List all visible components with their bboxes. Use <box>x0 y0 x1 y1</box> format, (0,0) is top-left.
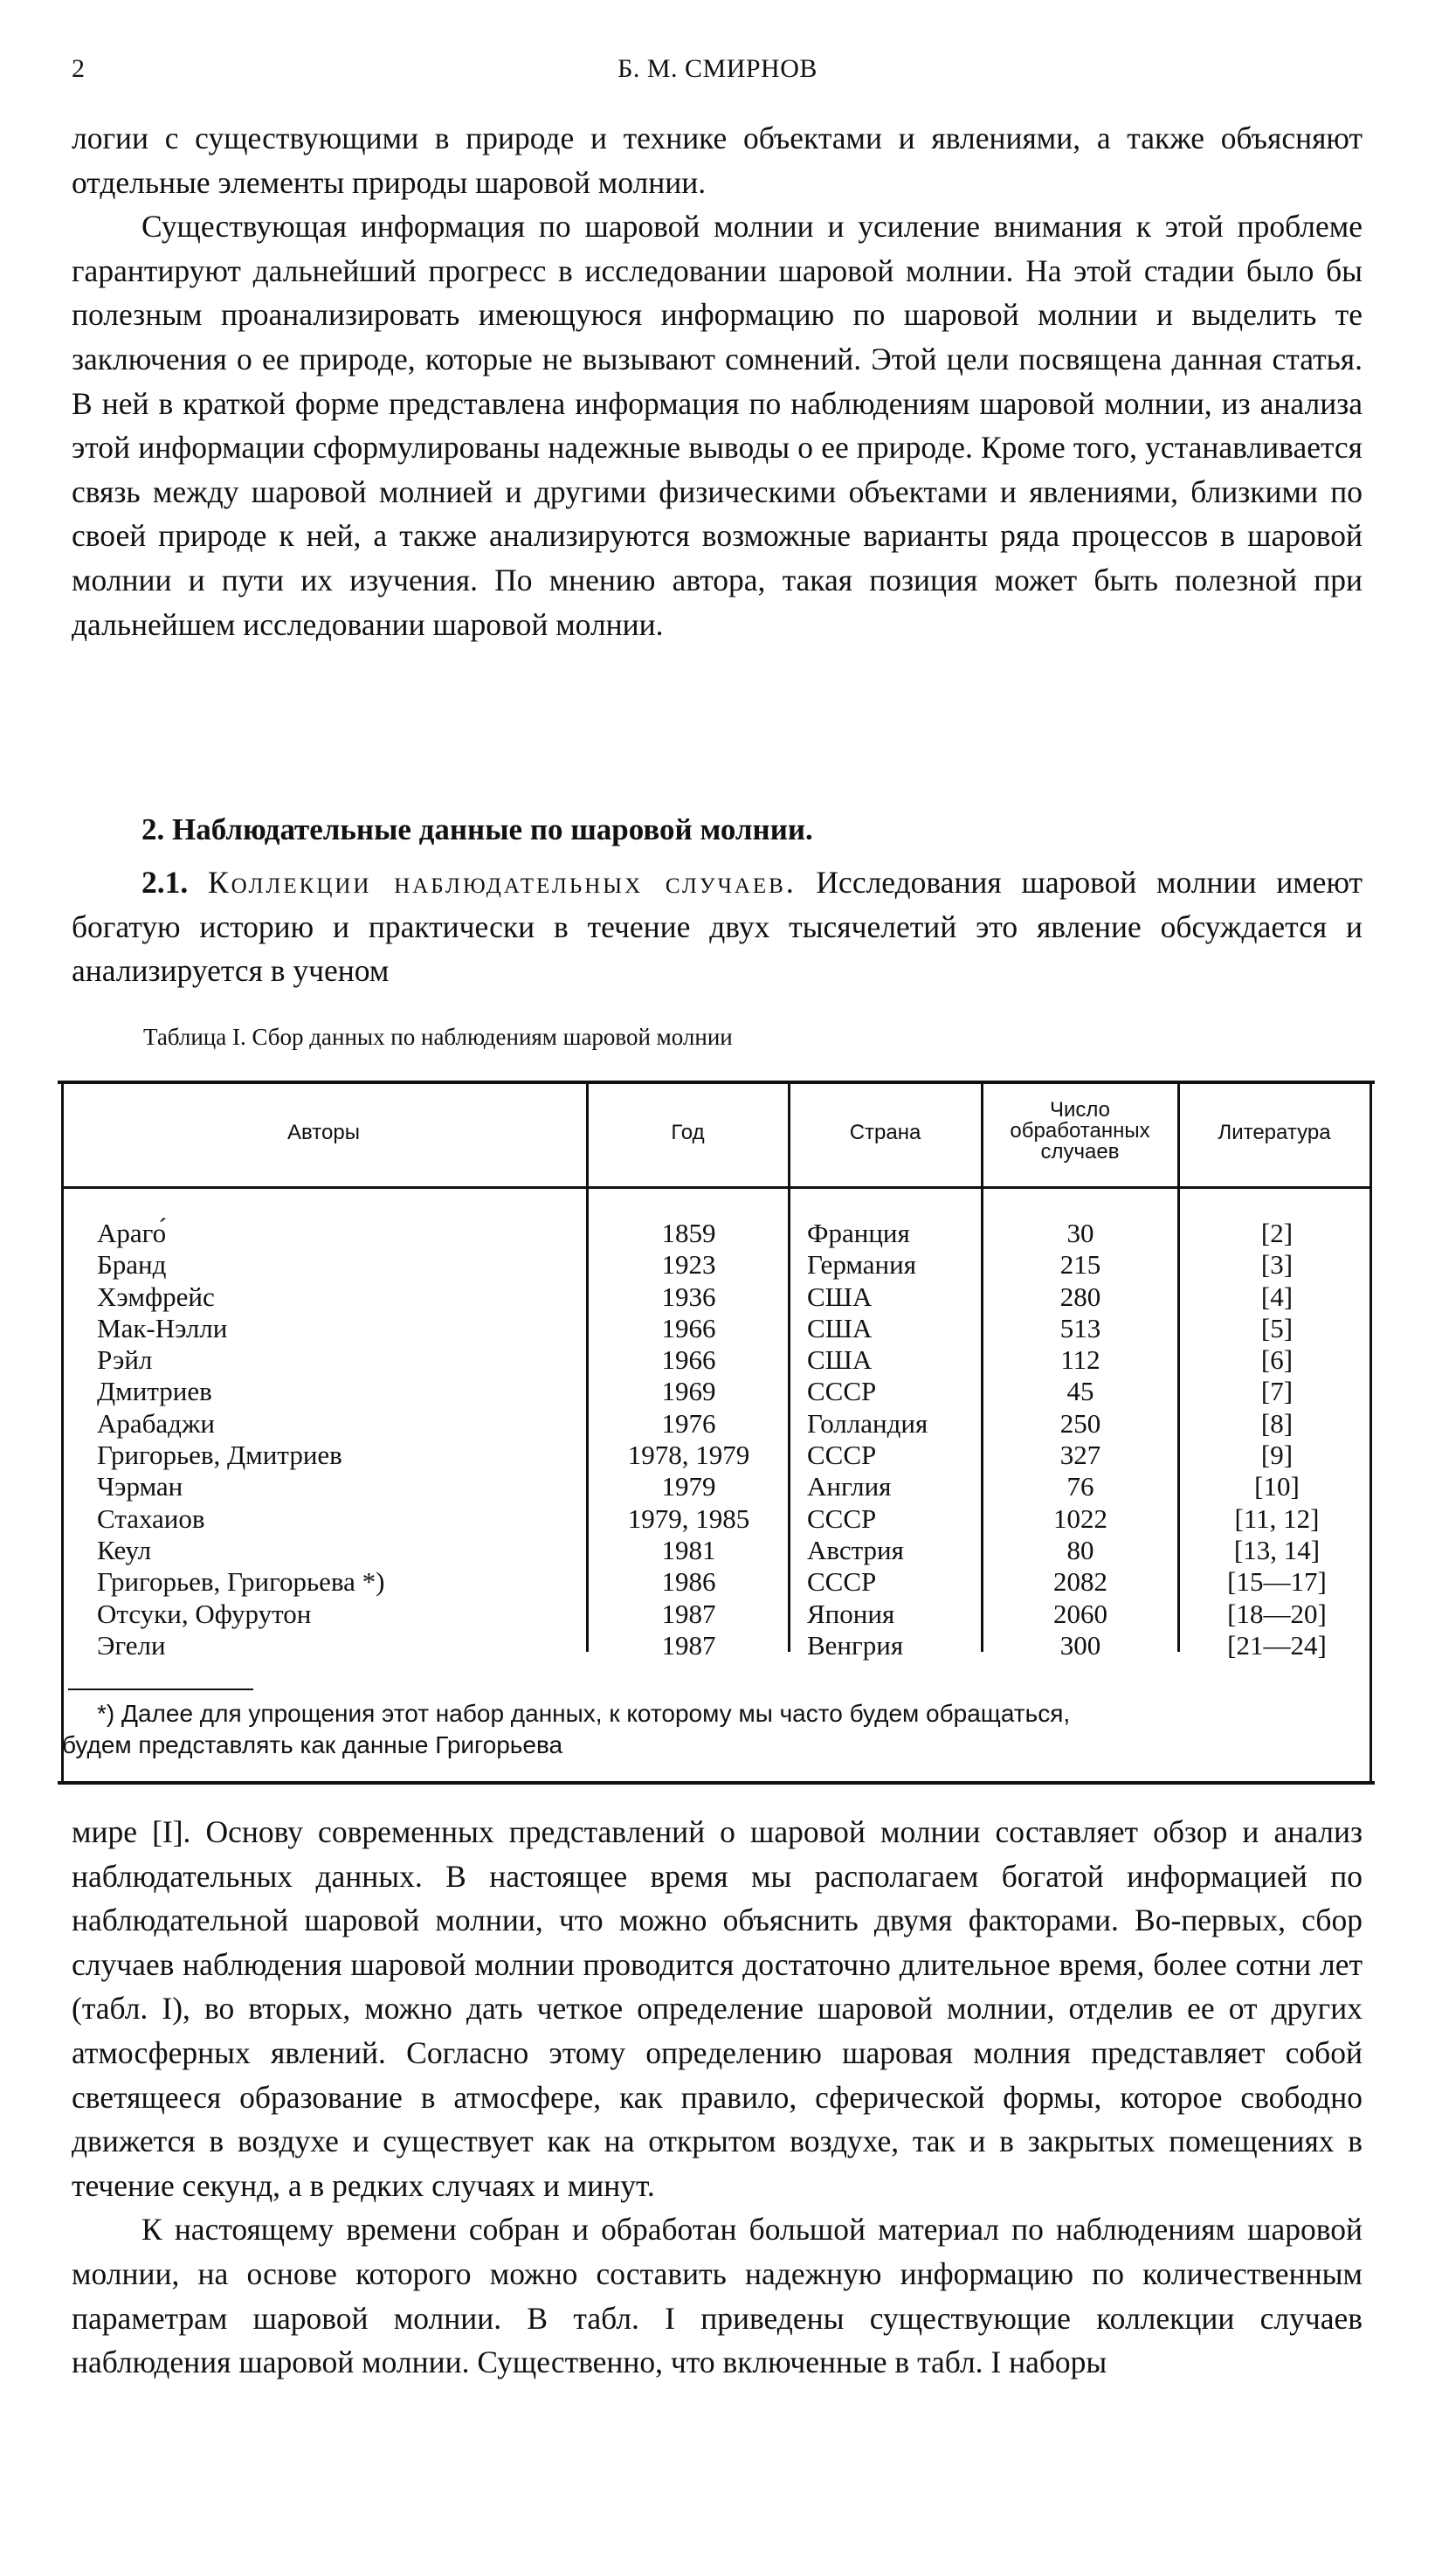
table-cell-cases: 2060 <box>1053 1598 1107 1629</box>
table-cell-year: 1981 <box>661 1534 716 1565</box>
column-country <box>807 1218 928 1661</box>
page-number: 2 <box>72 54 86 83</box>
footnote-line: будем представлять как данные Григорьева <box>62 1731 563 1758</box>
subsection-title: Коллекции наблюдательных случаев. <box>207 865 797 900</box>
table-cell-year: 1987 <box>661 1629 716 1661</box>
table-cell-year: 1979 <box>661 1471 716 1502</box>
table-cell-cases: 280 <box>1059 1281 1101 1312</box>
table-cell-cases: 327 <box>1059 1440 1101 1471</box>
table-cell-country: Венгрия <box>807 1629 904 1661</box>
table-cell-author: Стахаиов <box>97 1502 205 1534</box>
table-cell-author: Арабаджи <box>97 1407 215 1439</box>
table-cell-author: Григорьев, Дмитриев <box>97 1440 342 1471</box>
table-cell-country: СССР <box>807 1440 877 1471</box>
table-cell-cases: 45 <box>1066 1376 1094 1407</box>
table-cell-country: Голландия <box>807 1407 928 1439</box>
subsection-paragraph <box>72 860 1363 993</box>
table-cell-cases: 250 <box>1059 1407 1101 1439</box>
table-cell-country: Франция <box>807 1218 910 1248</box>
header-authors: Авторы <box>287 1121 360 1144</box>
footnote-line: *) Далее для упрощения этот набор данных, к которому мы часто будем обращаться, <box>97 1700 1071 1727</box>
body-text-top <box>72 116 1363 646</box>
table-cell-ref: [11, 12] <box>1234 1502 1320 1534</box>
table-cell-cases: 215 <box>1059 1249 1101 1281</box>
table-cell-author: Араго́ <box>97 1218 167 1248</box>
col-separator <box>586 1084 589 1652</box>
paragraph-2: Существующая информация по шаровой молнии и усиление внимания к этой проблеме гарантируют дальнейший прогресс в исследовании шаровой молнии. На этой стадии было бы полезным проанализировать имеющуюся информацию по шаровой молнии и выделить те заключения о ее природе, которые не вызывают сомнений. Этой цели посвящена данная статья. В ней в краткой форме представлена информация по наблюдениям шаровой молнии, из анализа этой информации сформулированы надежные выводы о ее природе. Кроме того, устанавливается связь между шаровой молнией и другими физическими объектами и явлениями, близкими по своей природе к ней, а также анализируются возможные варианты ряда процессов в шаровой молнии и пути их изучения. По мнению автора, такая позиция может быть полезной при дальнейшем исследовании шаровой молнии. <box>72 209 1363 642</box>
table-cell-cases: 300 <box>1059 1629 1101 1661</box>
subsection-number: 2.1. <box>141 865 189 900</box>
table-cell-year: 1976 <box>661 1407 716 1439</box>
table-cell-author: Мак-Нэлли <box>97 1312 228 1343</box>
table-cell-ref: [8] <box>1260 1407 1294 1439</box>
body-text-bottom <box>72 1810 1363 2385</box>
col-separator <box>1177 1084 1180 1652</box>
table-cell-author: Рэйл <box>97 1344 153 1376</box>
table-cell-author: Дмитриев <box>97 1376 212 1407</box>
table-cell-ref: [2] <box>1260 1218 1294 1248</box>
table-cell-country: США <box>807 1344 873 1376</box>
table-cell-cases: 513 <box>1059 1312 1101 1343</box>
column-references <box>1190 1218 1364 1661</box>
table-footnote <box>62 1698 1369 1761</box>
table-cell-country: СССР <box>807 1502 877 1534</box>
footnote-rule <box>68 1689 253 1690</box>
table-cell-ref: [5] <box>1260 1312 1294 1343</box>
table-cell-author: Отсуки, Офурутон <box>97 1598 312 1629</box>
table-cell-year: 1978, 1979 <box>627 1440 750 1471</box>
table-cell-country: Англия <box>807 1471 892 1502</box>
table-cell-year: 1923 <box>661 1249 716 1281</box>
table-cell-author: Эгели <box>97 1629 166 1661</box>
table-cell-author: Хэмфрейс <box>97 1281 215 1312</box>
table-cell-ref: [4] <box>1260 1281 1294 1312</box>
table-cell-country: Германия <box>807 1249 916 1281</box>
paragraph-4: К настоящему времени собран и обработан большой материал по наблюдениям шаровой молнии, на основе которого можно составить надежную информацию по количественным параметрам шаровой молнии. В табл. I приведены существующие коллекции случаев наблюдения шаровой молнии. Существенно, что включенные в табл. I наборы <box>72 2212 1363 2380</box>
table-caption: Таблица I. Сбор данных по наблюдениям шаровой молнии <box>143 1024 733 1050</box>
table-cell-cases: 1022 <box>1053 1502 1107 1534</box>
table-cell-author: Кеул <box>97 1534 152 1565</box>
table-cell-country: Австрия <box>807 1534 904 1565</box>
table-cell-ref: [6] <box>1260 1344 1294 1376</box>
table-cell-ref: [3] <box>1260 1249 1294 1281</box>
table-cell-year: 1859 <box>661 1218 716 1248</box>
table-cell-author: Бранд <box>97 1249 167 1281</box>
table-cell-cases: 76 <box>1066 1471 1094 1502</box>
table-cell-year: 1969 <box>661 1376 716 1407</box>
header-references: Литература <box>1218 1121 1331 1144</box>
col-separator <box>981 1084 983 1652</box>
table-cell-ref: [15—17] <box>1227 1566 1327 1598</box>
header-country: Страна <box>849 1121 921 1144</box>
page-header <box>72 54 1363 94</box>
table-cell-country: Япония <box>807 1598 895 1629</box>
col-separator <box>788 1084 790 1652</box>
table-cell-cases: 80 <box>1066 1534 1094 1565</box>
table-cell-year: 1987 <box>661 1598 716 1629</box>
table-cell-cases: 30 <box>1066 1218 1094 1248</box>
table-cell-author: Чэрман <box>97 1471 183 1502</box>
table-cell-ref: [21—24] <box>1227 1629 1327 1661</box>
paragraph-1: логии с существующими в природе и технике объектами и явлениями, а также объясняют отдельные элементы природы шаровой молнии. <box>72 121 1363 200</box>
section-heading: 2. Наблюдательные данные по шаровой молнии. <box>141 812 813 846</box>
table-cell-year: 1979, 1985 <box>627 1502 750 1534</box>
table-cell-country: США <box>807 1312 873 1343</box>
table-cell-ref: [10] <box>1254 1471 1300 1502</box>
table-cell-ref: [13, 14] <box>1233 1534 1321 1565</box>
table-cell-cases: 112 <box>1060 1344 1100 1376</box>
column-year <box>595 1218 783 1661</box>
table-cell-author: Григорьев, Григорьева *) <box>97 1566 385 1598</box>
subsection-text: Исследования шаровой молнии имеют богатую историю и практически в течение двух тысячелетий это явление обсуждается и анализируется в ученом <box>72 865 1363 989</box>
table-cell-ref: [9] <box>1260 1440 1294 1471</box>
data-table <box>58 1081 1375 1785</box>
table-cell-country: США <box>807 1281 873 1312</box>
table-cell-country: СССР <box>807 1566 877 1598</box>
table-cell-cases: 2082 <box>1053 1566 1107 1598</box>
header-rule <box>61 1186 1371 1189</box>
table-cell-year: 1966 <box>661 1312 716 1343</box>
header-year: Год <box>671 1121 705 1144</box>
running-head: Б. М. СМИРНОВ <box>617 54 818 83</box>
table-cell-year: 1986 <box>661 1566 716 1598</box>
column-cases <box>989 1218 1172 1661</box>
table-cell-ref: [7] <box>1260 1376 1294 1407</box>
table-cell-ref: [18—20] <box>1227 1598 1327 1629</box>
paragraph-3: мире [I]. Основу современных представлений о шаровой молнии составляет обзор и анализ наблюдательных данных. В настоящее время мы располагаем богатой информацией по наблюдательной шаровой молнии, что можно объяснить двумя факторами. Во-первых, сбор случаев наблюдения шаровой молнии проводится достаточно длительное время, более сотни лет (табл. I), во вторых, можно дать четкое определение шаровой молнии, отделив ее от других атмосферных явлений. Согласно этому определению шаровая молния представляет собой светящееся образование в атмосфере, как правило, сферической формы, которое свободно движется в воздухе и существует как на открытом воздухе, так и в закрытых помещениях в течение секунд, а в редких случаях и минут. <box>72 1814 1363 2203</box>
table-cell-country: СССР <box>807 1376 877 1407</box>
column-authors <box>97 1218 385 1661</box>
header-cases: Число обработанных случаев <box>1010 1098 1150 1164</box>
table-cell-year: 1966 <box>661 1344 716 1376</box>
table-cell-year: 1936 <box>661 1281 716 1312</box>
